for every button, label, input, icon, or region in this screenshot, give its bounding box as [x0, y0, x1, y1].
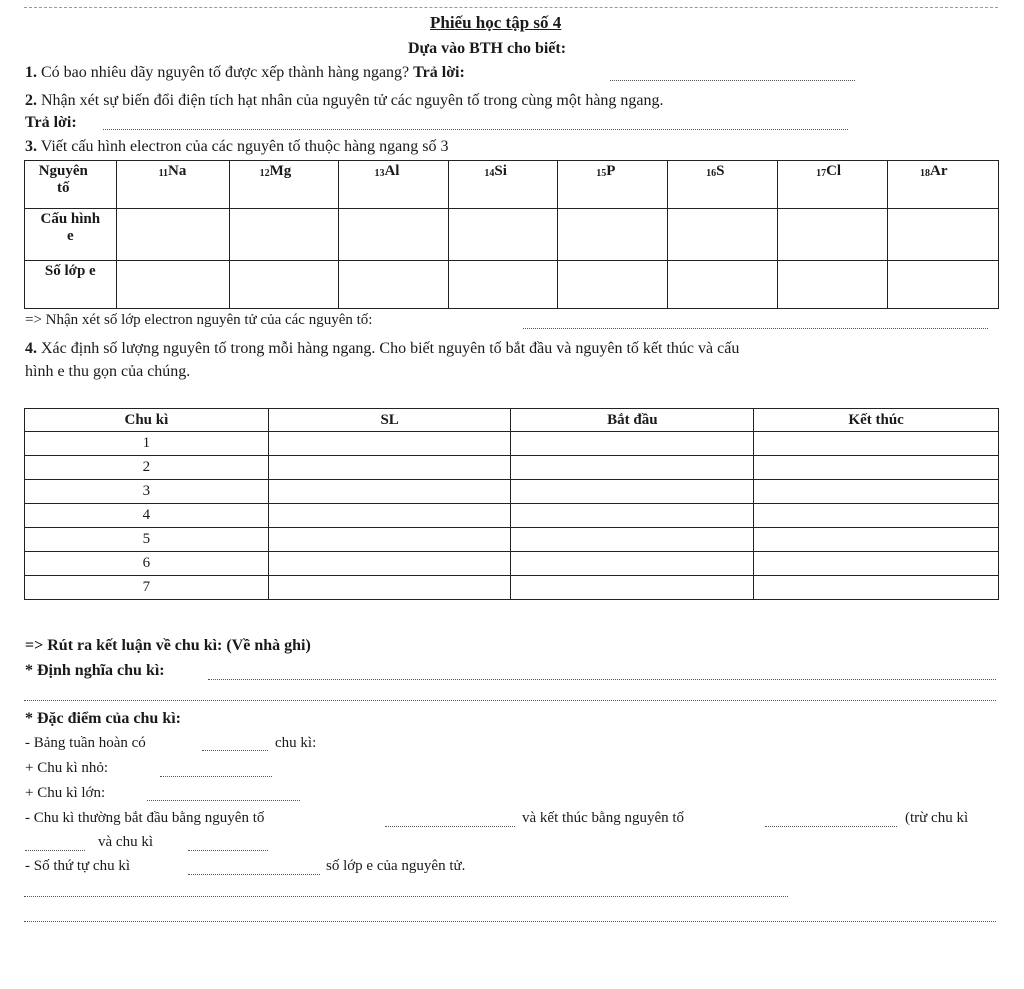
shell-cell[interactable] — [668, 261, 778, 309]
table-row — [25, 504, 999, 528]
blank-large-periods[interactable] — [147, 800, 300, 801]
config-cell[interactable] — [229, 209, 339, 261]
start-cell[interactable] — [511, 504, 754, 528]
element-cell: $_{15}$P — [558, 161, 668, 209]
feature-line-4b: và kết thúc bằng nguyên tố — [522, 810, 685, 826]
question-4-text: Xác định số lượng nguyên tố trong mỗi hàng ngang. Cho biết nguyên tố bắt đầu và nguyên tố kết thúc và cấu — [41, 340, 740, 357]
answer-line-1[interactable] — [610, 80, 855, 81]
conclusion-heading: => Rút ra kết luận về chu kì: (Về nhà ghi) — [25, 637, 311, 654]
start-cell[interactable] — [511, 528, 754, 552]
shell-cell[interactable] — [887, 261, 998, 309]
worksheet-title: Phiếu học tập số 4 — [430, 13, 562, 32]
feature-line-1b: chu kì: — [275, 735, 317, 751]
top-rule — [24, 7, 998, 8]
period-table-header — [25, 409, 999, 432]
end-cell[interactable] — [754, 552, 999, 576]
table-row-shells — [25, 261, 999, 309]
config-cell[interactable] — [449, 209, 558, 261]
count-cell[interactable] — [268, 432, 511, 456]
question-1-number: 1. — [25, 64, 37, 81]
count-cell[interactable] — [268, 504, 511, 528]
feature-line-5a: và chu kì — [98, 834, 153, 850]
table-row-config — [25, 209, 999, 261]
shell-cell[interactable] — [229, 261, 339, 309]
start-cell[interactable] — [511, 576, 754, 600]
count-cell[interactable] — [268, 552, 511, 576]
definition-label: * Định nghĩa chu kì: — [25, 662, 165, 679]
electron-config-table — [24, 160, 999, 309]
table-row — [25, 528, 999, 552]
period-number: 5 — [25, 528, 269, 552]
question-4-line-1 — [25, 340, 739, 358]
end-cell[interactable] — [754, 528, 999, 552]
header-start: Bắt đầu — [511, 409, 754, 432]
element-cell: $_{17}$Cl — [778, 161, 888, 209]
blank-exception-2[interactable] — [188, 850, 268, 851]
period-number: 1 — [25, 432, 269, 456]
count-cell[interactable] — [268, 528, 511, 552]
start-cell[interactable] — [511, 432, 754, 456]
question-4-number: 4. — [25, 340, 37, 357]
config-cell[interactable] — [778, 209, 888, 261]
table-row — [25, 552, 999, 576]
feature-line-6b: số lớp e của nguyên tử. — [326, 858, 466, 874]
header-end: Kết thúc — [754, 409, 999, 432]
table-row — [25, 456, 999, 480]
end-cell[interactable] — [754, 432, 999, 456]
config-cell[interactable] — [668, 209, 778, 261]
question-2-text: Nhận xét sự biến đổi điện tích hạt nhân của nguyên tử các nguyên tố trong cùng một hàng ngang. — [41, 92, 664, 109]
question-2 — [25, 92, 664, 110]
question-3 — [25, 138, 449, 156]
blank-period-order[interactable] — [188, 874, 320, 875]
element-cell: $_{16}$S — [668, 161, 778, 209]
row-label-config: Cấu hình e — [25, 209, 117, 261]
feature-line-2: + Chu kì nhỏ: — [25, 760, 109, 776]
worksheet-subtitle: Dựa vào BTH cho biết: — [408, 40, 567, 57]
end-cell[interactable] — [754, 504, 999, 528]
end-cell[interactable] — [754, 480, 999, 504]
element-cell: $_{12}$Mg — [229, 161, 339, 209]
feature-line-4a: - Chu kì thường bắt đầu bằng nguyên tố — [25, 810, 265, 826]
table-row — [25, 480, 999, 504]
start-cell[interactable] — [511, 552, 754, 576]
question-2-number: 2. — [25, 92, 37, 109]
period-number: 7 — [25, 576, 269, 600]
feature-line-4c: (trừ chu kì — [905, 810, 969, 826]
start-cell[interactable] — [511, 456, 754, 480]
shell-cell[interactable] — [449, 261, 558, 309]
blank-exception-1[interactable] — [25, 850, 85, 851]
table-row-elements — [25, 161, 999, 209]
config-cell[interactable] — [339, 209, 449, 261]
element-cell: $_{14}$Si — [449, 161, 558, 209]
question-4-line-2: hình e thu gọn của chúng. — [25, 363, 191, 380]
definition-line-2[interactable] — [24, 700, 996, 701]
period-table — [24, 408, 999, 600]
end-cell[interactable] — [754, 576, 999, 600]
table-row — [25, 432, 999, 456]
shell-cell[interactable] — [558, 261, 668, 309]
feature-line-3: + Chu kì lớn: — [25, 785, 106, 801]
blank-start-element[interactable] — [385, 826, 515, 827]
answer-line-2[interactable] — [103, 129, 848, 130]
period-number: 6 — [25, 552, 269, 576]
element-cell: $_{13}$Al — [339, 161, 449, 209]
element-cell: $_{18}$Ar — [887, 161, 998, 209]
row-label-shells: Số lớp e — [25, 261, 117, 309]
question-1 — [25, 64, 465, 82]
header-count: SL — [268, 409, 511, 432]
header-period: Chu kì — [25, 409, 269, 432]
answer-line-3[interactable] — [523, 328, 988, 329]
count-cell[interactable] — [268, 456, 511, 480]
count-cell[interactable] — [268, 576, 511, 600]
question-3-number: 3. — [25, 138, 37, 155]
notes-line-2[interactable] — [24, 921, 996, 922]
features-label: * Đặc điểm của chu kì: — [25, 710, 181, 727]
notes-line-1[interactable] — [24, 896, 788, 897]
start-cell[interactable] — [511, 480, 754, 504]
definition-line-1[interactable] — [208, 679, 996, 680]
shell-cell[interactable] — [778, 261, 888, 309]
feature-line-6a: - Số thứ tự chu kì — [25, 858, 131, 874]
feature-line-1a: - Bảng tuần hoàn có — [25, 735, 146, 751]
row-label-element: Nguyên tố — [25, 161, 117, 209]
shell-cell[interactable] — [116, 261, 229, 309]
blank-period-count[interactable] — [202, 750, 268, 751]
question-1-text: Có bao nhiêu dãy nguyên tố được xếp thành hàng ngang? — [41, 64, 410, 81]
question-3-text: Viết cấu hình electron của các nguyên tố thuộc hàng ngang số 3 — [40, 138, 449, 155]
table-row — [25, 576, 999, 600]
element-cell: $_{11}$Na — [116, 161, 229, 209]
period-number: 2 — [25, 456, 269, 480]
question-1-answer-label: Trả lời: — [413, 64, 465, 81]
count-cell[interactable] — [268, 480, 511, 504]
shell-cell[interactable] — [339, 261, 449, 309]
question-2-answer-label: Trả lời: — [25, 114, 77, 131]
period-number: 3 — [25, 480, 269, 504]
config-cell[interactable] — [558, 209, 668, 261]
blank-small-periods[interactable] — [160, 776, 272, 777]
end-cell[interactable] — [754, 456, 999, 480]
question-3-remark: => Nhận xét số lớp electron nguyên tử của các nguyên tố: — [25, 312, 373, 328]
config-cell[interactable] — [887, 209, 998, 261]
period-number: 4 — [25, 504, 269, 528]
config-cell[interactable] — [116, 209, 229, 261]
blank-end-element[interactable] — [765, 826, 897, 827]
